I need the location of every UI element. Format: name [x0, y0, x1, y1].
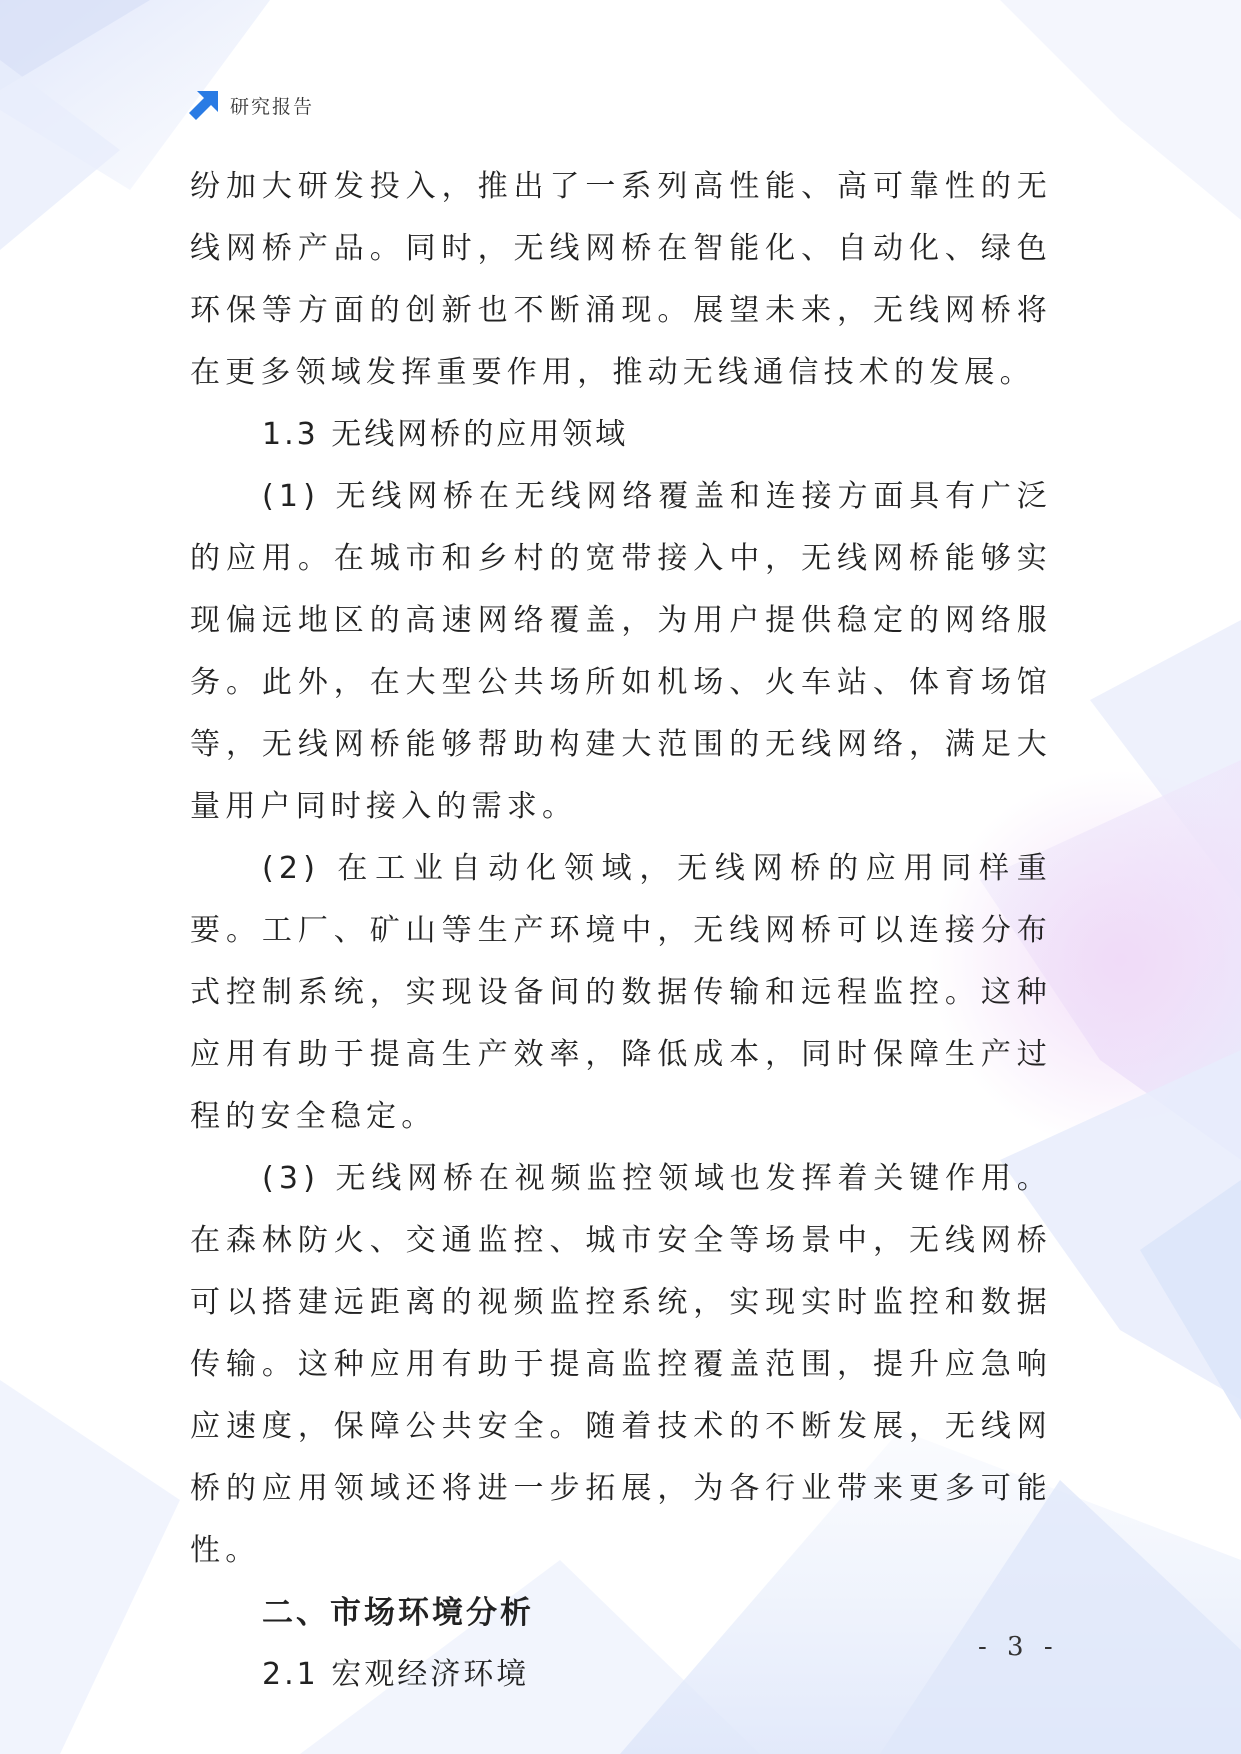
report-header [188, 88, 314, 122]
paragraph-application-2: (2) 在工业自动化领域，无线网桥的应用同样重要。工厂、矿山等生产环境中，无线网桥可以连接分布式控制系统，实现设备间的数据传输和远程监控。这种应用有助于提高生产效率，降低成本，同时保障生产过程的安全稳定。 [190, 851, 1052, 1134]
header-title: 研究报告 [230, 95, 315, 118]
arrow-up-right-icon [188, 89, 220, 121]
section-heading-2-1: 2.1 宏观经济环境 [262, 1657, 530, 1692]
paragraph-intro: 纷加大研发投入，推出了一系列高性能、高可靠性的无线网桥产品。同时，无线网桥在智能化、自动化、绿色环保等方面的创新也不断涌现。展望未来，无线网桥将在更多领域发挥重要作用，推动无线通信技术的发展。 [190, 169, 1052, 390]
chapter-heading-2: 二、市场环境分析 [262, 1595, 534, 1631]
page-number: - 3 - [978, 1632, 1059, 1662]
document-body [190, 156, 1052, 1706]
section-heading-1-3: 1.3 无线网桥的应用领域 [262, 417, 629, 452]
paragraph-application-3: (3) 无线网桥在视频监控领域也发挥着关键作用。在森林防火、交通监控、城市安全等场景中，无线网桥可以搭建远距离的视频监控系统，实现实时监控和数据传输。这种应用有助于提高监控覆盖范围，提升应急响应速度，保障公共安全。随着技术的不断发展，无线网桥的应用领域还将进一步拓展，为各行业带来更多可能性。 [190, 1161, 1052, 1568]
paragraph-application-1: (1) 无线网桥在无线网络覆盖和连接方面具有广泛的应用。在城市和乡村的宽带接入中，无线网桥能够实现偏远地区的高速网络覆盖，为用户提供稳定的网络服务。此外，在大型公共场所如机场、火车站、体育场馆等，无线网桥能够帮助构建大范围的无线网络，满足大量用户同时接入的需求。 [190, 479, 1052, 824]
